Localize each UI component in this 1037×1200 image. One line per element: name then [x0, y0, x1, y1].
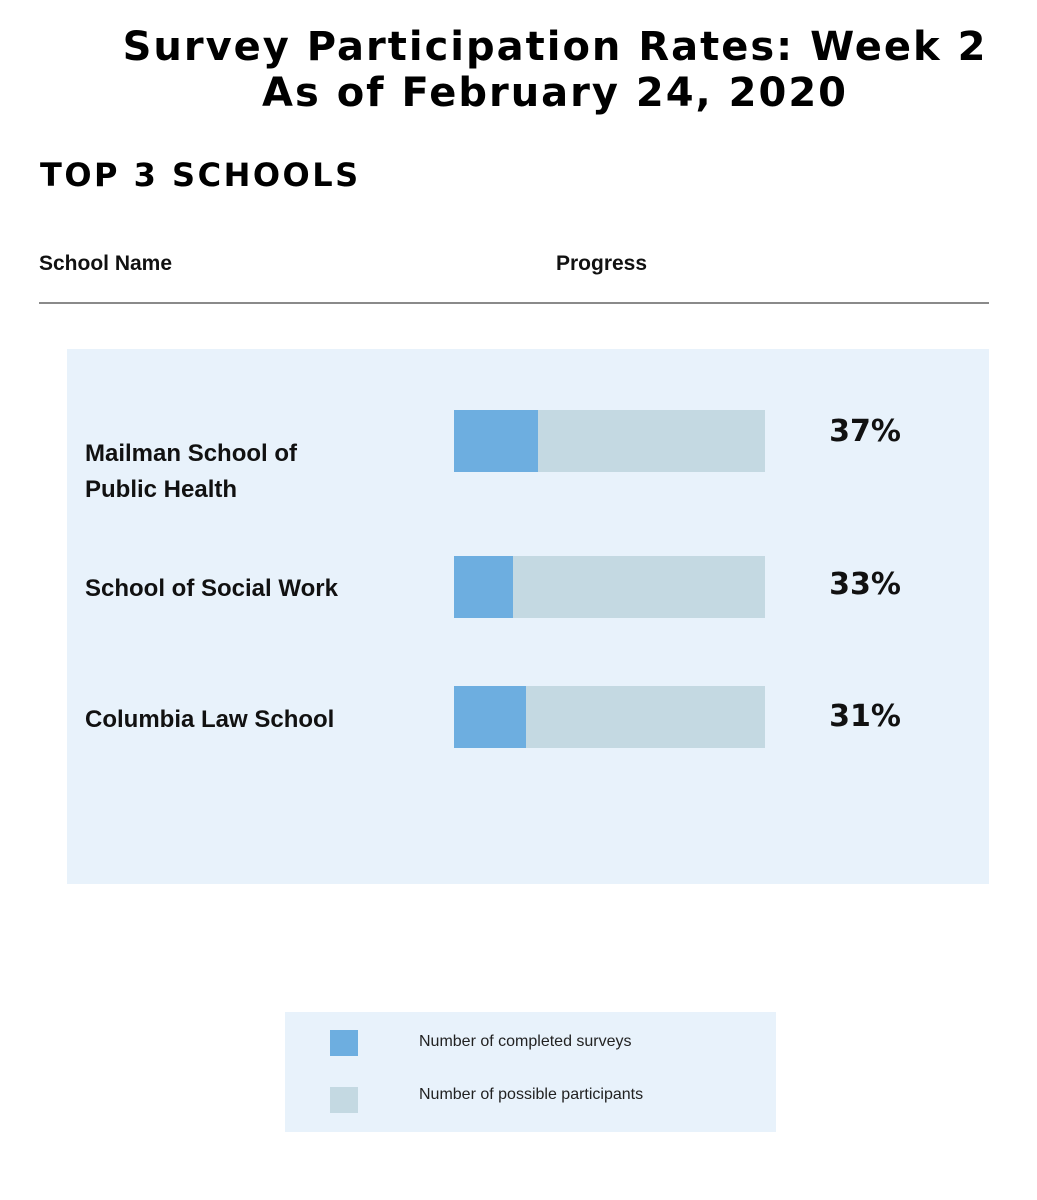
- chart-title-line-1: Survey Participation Rates: Week 2: [122, 24, 988, 70]
- percent-label: 37%: [829, 414, 901, 449]
- school-name: School of Social Work: [85, 575, 338, 602]
- legend-label-completed: Number of completed surveys: [419, 1033, 632, 1050]
- legend-swatch-completed: [330, 1030, 358, 1056]
- legend-label-possible: Number of possible participants: [419, 1086, 644, 1103]
- legend-swatch-possible: [330, 1087, 358, 1113]
- legend: [285, 1012, 776, 1132]
- bar-completed-surveys: [454, 556, 513, 618]
- percent-label: 31%: [829, 699, 901, 734]
- bar-completed-surveys: [454, 410, 538, 472]
- bar-possible-participants: [454, 556, 765, 618]
- column-header-progress: Progress: [556, 252, 648, 275]
- bar-completed-surveys: [454, 686, 526, 748]
- column-header-school-name: School Name: [39, 252, 173, 275]
- school-name: Mailman School of Public Health: [85, 440, 298, 503]
- percent-label: 33%: [829, 567, 901, 602]
- header-divider: [39, 302, 989, 304]
- school-name: Columbia Law School: [85, 706, 335, 733]
- bar-possible-participants: [454, 686, 765, 748]
- section-heading: TOP 3 SCHOOLS: [40, 156, 361, 194]
- chart-title-line-2: As of February 24, 2020: [262, 70, 848, 116]
- bar-possible-participants: [454, 410, 765, 472]
